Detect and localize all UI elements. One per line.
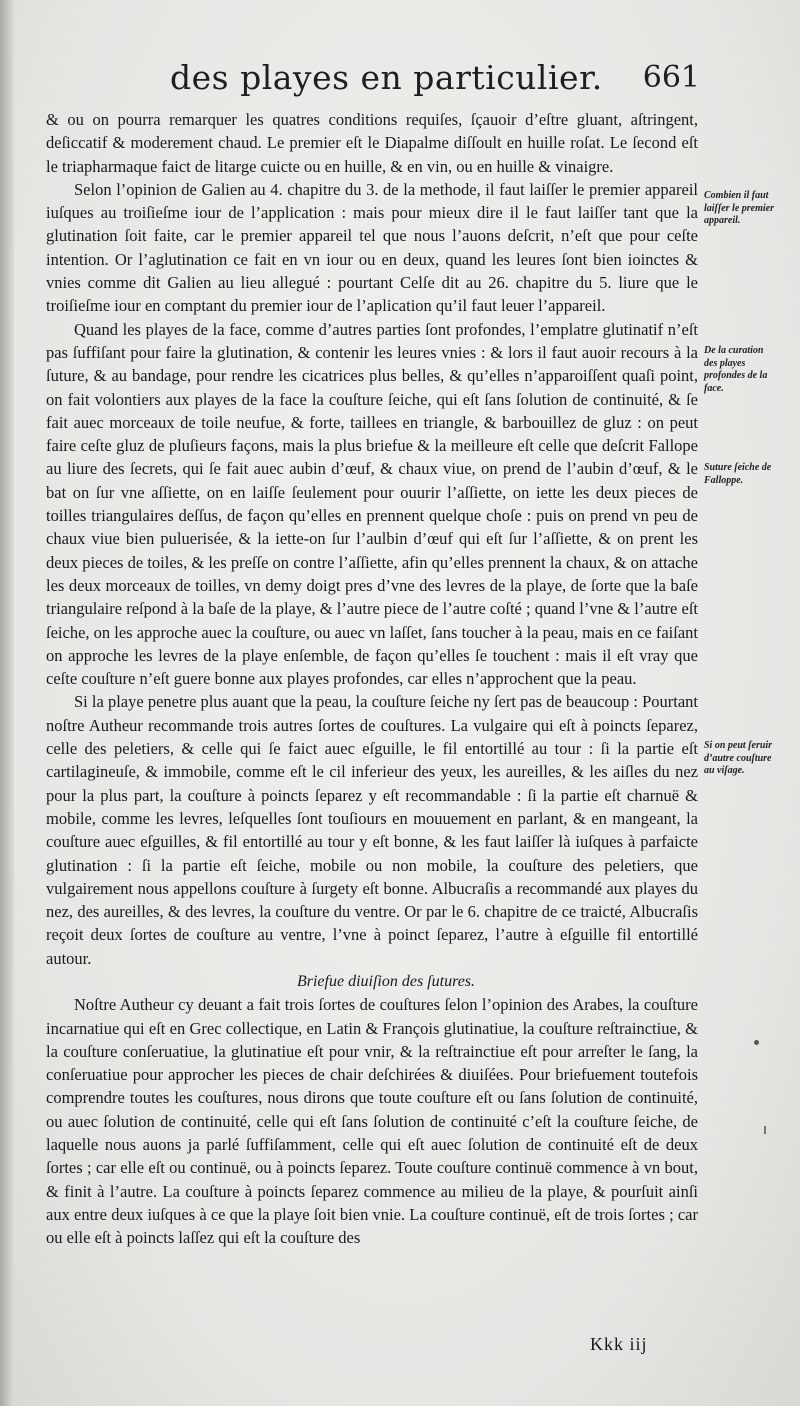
signature-mark: Kkk iij bbox=[590, 1334, 648, 1354]
paragraph-3: Quand les playes de la face, comme d’autres parties ſont profondes, l’emplatre glutinatif n’eſt pas ſuffiſant pour faire la glutination, & contenir les leures vnies : & lors il faut auoir recours à la ſuture, & au bandage, pour rendre les cicatrices plus belles, & qu’elles n’apparoiſſent quaſi point, on fait volontiers aux playes de la face la couſture ſeiche, qui eſt ſans ſolution de continuité, & ſe fait auec morceaux de toile neufue, & forte, taillees en triangle, & barbouillez de gluz : on peut faire ceſte gluz de pluſieurs façons, mais la plus briefue & la meilleure eſt celle que deſcrit Fallope au liure des ſecrets, qui ſe fait auec aubin d’œuf, & chaux viue, on prend de l’aubin d’œuf, & le bat on ſur vne aſſiette, on en laiſſe ſeulement pour ouurir l’aſſiette, on iette les deux pieces de toilles triangulaires deſſus, de façon qu’elles en prennent quelque choſe : puis on prend vn peu de chaux viue bien puluerisée, & la iette-on ſur l’aulbin d’œuf qui eſt ſur l’aſſiette, & on prent les deux pieces de toiles, & les preſſe on contre l’aſſiette, afin qu’elles prennent la chaux, & on attache les deux morceaux de toilles, vn demy doigt pres d’vne des levres de la playe, de ſorte que la baſe triangulaire reſpond à la baſe de la playe, & l’autre piece de l’autre coſté ; quand l’vne & l’autre eſt ſeiche, on les approche auec la couſture, ou auec vn laſſet, ſans toucher à la peau, mais en ce faiſant on approche les levres de la playe enſemble, de façon qu’elles ſe touchent : mais il eſt vray que ceſte couſture n’eſt guere bonne aux playes profondes, car elles n’approchent que la peau. bbox=[46, 319, 698, 689]
paragraph-5: Noſtre Autheur cy deuant a fait trois ſortes de couſtures ſelon l’opinion des Arabes, la couſture incarnatiue qui eſt en Grec collectique, en Latin & François glutinatiue, la couſture reſtrainctiue, & la couſture conſeruatiue, la glutinatiue eſt pour vnir, & la reſtrainctiue eſt pour arreſter le ſang, la conſeruatiue pour approcher les pieces de chair deſchirées & diuiſées. Pour briefuement toutefois comprendre toutes les couſtures, nous dirons que toute couſture eſt ou ſans ſolution de continuité, ou auec ſolution de continuité, celle qui eſt ſans ſolution de continuité c’eſt la couſture ſeiche, de laquelle nous auons ja parlé ſuffiſamment, celle qui eſt auec ſolution de continuité eſt de deux ſortes ; car elle eſt ou continuë, ou à poincts ſeparez. Toute couſture continuë commence à vn bout, & finit à l’autre. La couſture à poincts ſeparez commence au milieu de la playe, & pourſuit ainſi aux entre deux iuſques à ce que la playe ſoit bien vnie. La couſture continuë, eſt de trois ſortes ; car ou elle eſt à poincts laſſez qui eſt la couſture des bbox=[46, 995, 698, 1248]
paragraph-1: & ou on pourra remarquer les quatres conditions requiſes, ſçauoir d’eſtre gluant, aſtringent, deſiccatif & moderement chaud. Le premier eſt le Diapalme diſſoult en huille roſat. Le ſecond eſt le triapharmaque faict de litarge cuicte ou en huille, & en vin, ou en huille & vinaigre. bbox=[46, 110, 698, 176]
page-number: 661 bbox=[642, 60, 700, 95]
running-title: des playes en particulier. bbox=[170, 58, 603, 97]
main-text bbox=[46, 108, 698, 1250]
ink-spot bbox=[754, 1040, 759, 1045]
paragraph-2: Selon l’opinion de Galien au 4. chapitre du 3. de la methode, il faut laiſſer le premier appareil iuſques au troiſieſme iour de l’application : mais pour mieux dire il le faut laiſſer tant que la glutination ſoit faite, car le premier appareil tel que nous l’auons deſcrit, n’eſt que pour ceſte intention. Or l’aglutination ce fait en vn iour ou en deux, quand les leures ſont bien ioinctes & vnies comme dit Galien au lieu allegué : pourtant Celſe dit au 26. chapitre du 5. liure que le troiſieſme iour en comptant du premier iour de l’aplication qu’il faut leuer l’appareil. bbox=[46, 179, 698, 316]
margin-note-4: Si on peut ſeruir d’autre couſture au viſage. bbox=[704, 740, 773, 776]
page-header bbox=[40, 58, 700, 108]
margin-note-1: Combien il faut laiſſer le premier appareil. bbox=[704, 190, 774, 226]
paragraph-4: Si la playe penetre plus auant que la peau, la couſture ſeiche ny ſert pas de beaucoup : Pourtant noſtre Autheur recommande trois autres ſortes de couſtures. La vulgaire qui eſt à poincts ſeparez, celle des peletiers, & celle qui ſe faict auec eſguille, le fil entortillé au tour : ſi la partie eſt cartilagineuſe, & immobile, comme eſt le cil inferieur des yeux, les aureilles, & les aiſles du nez pour la plus part, la couſture à poincts ſeparez y eſt recommandable : ſi la partie eſt charnuë & mobile, comme les levres, leſquelles ſont touſiours en mouuement en parlant, & en mangeant, la couſture auec eſguilles, & fil entortillé au tour y eſt bonne, & les faut laiſſer là iuſques à parfaicte glutination : ſi la partie eſt ſeiche, mobile ou non mobile, la couſture des peletiers, que vulgairement nous appellons couſture à ſurgety eſt bonne. Albucraſis a recommandé aux playes du nez, des aureilles, & des levres, la couſture du ventre. Or par le 6. chapitre de ce traicté, Albucraſis reçoit deux ſortes de couſture au ventre, l’vne à poinct ſeparez, l’autre à eſguille fil entortillé autour. bbox=[46, 692, 698, 968]
margin-mark bbox=[764, 1126, 766, 1134]
binding-gutter bbox=[0, 0, 14, 1406]
margin-note-3: Suture ſeiche de Falloppe. bbox=[704, 462, 772, 486]
margin-note-2: De la curation des playes profondes de la face. bbox=[704, 345, 768, 394]
section-heading: Briefue diuiſion des ſutures. bbox=[296, 972, 476, 990]
